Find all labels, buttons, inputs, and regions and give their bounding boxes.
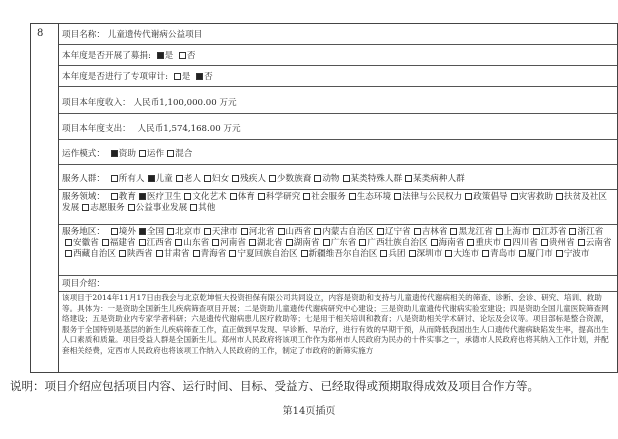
service-field-option[interactable]	[227, 192, 255, 202]
service-region-checkbox[interactable]	[139, 228, 146, 235]
beneficiaries-options	[108, 174, 465, 184]
service-region-option-label: 宁夏回族自治区	[237, 249, 298, 259]
operation-mode-option[interactable]	[136, 149, 164, 159]
beneficiary-option[interactable]	[402, 174, 465, 184]
service-field-option-label: 文化艺术	[192, 192, 227, 202]
service-region-option[interactable]	[246, 238, 283, 248]
project-name-label: 项目名称：	[62, 30, 105, 40]
service-region-option[interactable]	[275, 227, 312, 237]
beneficiaries-label: 服务人群：	[62, 174, 105, 184]
service-field-option[interactable]	[391, 192, 462, 202]
operation-mode-label: 运作模式：	[62, 149, 105, 159]
service-region-option-label: 广东省	[330, 238, 357, 248]
service-region-option-label: 重庆市	[475, 238, 502, 248]
operation-mode-option-label: 混合	[175, 149, 193, 159]
service-region-checkbox[interactable]	[193, 250, 200, 257]
special-audit-label: 本年度是否进行了专项审计:	[62, 72, 169, 82]
operation-mode-option[interactable]	[164, 149, 192, 159]
service-field-option-label: 扶贫及社区发展	[62, 192, 608, 213]
special-audit-no-label: 否	[204, 72, 213, 82]
operation-mode-row	[59, 140, 617, 165]
service-region-option[interactable]	[238, 227, 275, 237]
service-region-option-label: 江苏省	[540, 227, 567, 237]
service-field-option-label: 政策倡导	[473, 192, 508, 202]
beneficiary-option-label: 儿童	[155, 174, 173, 184]
service-region-option[interactable]	[99, 238, 136, 248]
service-field-option[interactable]	[136, 192, 181, 202]
service-region-checkbox[interactable]	[323, 239, 330, 246]
service-region-option[interactable]	[447, 227, 492, 237]
service-region-checkbox[interactable]	[286, 239, 293, 246]
service-region-option-label: 湖北省	[256, 238, 283, 248]
income-value: 人民币1,100,000.00 万元	[133, 98, 237, 108]
service-field-option-label: 体育	[237, 192, 255, 202]
beneficiary-option-label: 老人	[183, 174, 201, 184]
service-region-option[interactable]	[108, 227, 136, 237]
service-region-option-label: 湖南省	[293, 238, 320, 248]
service-region-checkbox[interactable]	[204, 228, 211, 235]
service-region-option[interactable]	[377, 249, 405, 259]
service-region-option[interactable]	[136, 238, 173, 248]
service-region-option-label: 山西省	[285, 227, 312, 237]
service-field-checkbox[interactable]	[82, 204, 89, 211]
service-region-checkbox[interactable]	[519, 250, 526, 257]
service-region-option-label: 内蒙古自治区	[322, 227, 374, 237]
service-region-option-label: 宁波市	[563, 249, 590, 259]
beneficiary-option-label: 动物	[322, 174, 340, 184]
service-field-option[interactable]	[181, 192, 226, 202]
service-field-option[interactable]	[300, 192, 345, 202]
service-region-checkbox[interactable]	[314, 228, 321, 235]
service-field-option[interactable]	[79, 203, 124, 213]
service-regions-label: 服务地区：	[62, 227, 105, 237]
expense-value: 人民币1,574,168.00 万元	[137, 124, 241, 134]
row-number-column	[31, 24, 59, 372]
service-region-option-label: 海南省	[438, 238, 465, 248]
service-field-checkbox[interactable]	[511, 193, 518, 200]
service-field-option-label: 生态环境	[356, 192, 392, 202]
service-region-checkbox[interactable]	[241, 228, 248, 235]
service-region-option[interactable]	[553, 249, 590, 259]
service-field-checkbox[interactable]	[139, 193, 146, 200]
service-region-checkbox[interactable]	[482, 250, 489, 257]
service-field-option-label: 科学研究	[265, 192, 301, 202]
beneficiary-checkbox[interactable]	[269, 175, 276, 182]
service-fields-row	[59, 190, 617, 225]
service-region-option-label: 西藏自治区	[73, 249, 116, 259]
service-region-option-label: 安徽省	[73, 238, 99, 248]
service-region-option-label: 青岛市	[490, 249, 516, 259]
special-audit-yes-checkbox[interactable]	[174, 73, 181, 80]
beneficiary-option-label: 少数族裔	[276, 174, 312, 184]
special-audit-no-checkbox[interactable]	[196, 73, 203, 80]
service-region-option-label: 云南省	[585, 238, 612, 248]
service-region-option[interactable]	[153, 249, 190, 259]
service-region-option-label: 浙江省	[577, 227, 604, 237]
service-region-option-label: 辽宁省	[384, 227, 411, 237]
service-region-checkbox[interactable]	[496, 228, 503, 235]
project-name-value: 儿童遗传代谢病公益项目	[107, 30, 203, 40]
service-field-option-label: 法律与公民权力	[402, 192, 463, 202]
service-field-option-label: 其他	[198, 203, 216, 213]
service-region-option-label: 北京市	[175, 227, 201, 237]
beneficiary-checkbox[interactable]	[176, 175, 183, 182]
beneficiary-option[interactable]	[108, 174, 145, 184]
service-region-checkbox[interactable]	[359, 239, 366, 246]
service-region-checkbox[interactable]	[414, 228, 421, 235]
beneficiary-option[interactable]	[266, 174, 311, 184]
service-region-option[interactable]	[62, 238, 99, 248]
service-field-option-label: 医疗卫生	[146, 192, 182, 202]
row-number: 8	[37, 28, 44, 39]
service-field-option[interactable]	[346, 192, 391, 202]
service-field-checkbox[interactable]	[184, 193, 191, 200]
service-field-option[interactable]	[508, 192, 553, 202]
service-region-option-label: 福建省	[109, 238, 136, 248]
service-region-option[interactable]	[320, 238, 357, 248]
service-region-option[interactable]	[516, 249, 553, 259]
fundraising-yes-label: 是	[164, 51, 174, 61]
service-region-option[interactable]	[190, 249, 227, 259]
service-region-option-label: 贵州省	[548, 238, 575, 248]
service-region-option-label: 兵团	[388, 249, 406, 259]
service-region-checkbox[interactable]	[175, 239, 182, 246]
service-region-option[interactable]	[172, 238, 209, 248]
service-region-checkbox[interactable]	[156, 250, 163, 257]
service-region-checkbox[interactable]	[556, 250, 563, 257]
service-region-option-label: 河北省	[248, 227, 275, 237]
service-region-option-label: 吉林省	[421, 227, 448, 237]
fundraising-yes-checkbox[interactable]	[157, 52, 164, 59]
service-region-checkbox[interactable]	[212, 239, 219, 246]
service-region-checkbox[interactable]	[111, 228, 118, 235]
service-region-checkbox[interactable]	[167, 228, 174, 235]
beneficiary-checkbox[interactable]	[148, 175, 155, 182]
beneficiary-option-label: 所有人	[118, 174, 145, 184]
service-region-option[interactable]	[501, 238, 538, 248]
service-region-option[interactable]	[298, 249, 378, 259]
service-region-option[interactable]	[428, 238, 465, 248]
intro-label: 项目介绍：	[62, 279, 105, 289]
fundraising-label: 本年度是否开展了募捐:	[62, 51, 151, 61]
service-region-option[interactable]	[283, 238, 320, 248]
beneficiary-option[interactable]	[173, 174, 201, 184]
service-field-checkbox[interactable]	[349, 193, 356, 200]
beneficiaries-row	[59, 165, 617, 190]
service-region-option[interactable]	[538, 238, 575, 248]
service-region-checkbox[interactable]	[445, 250, 452, 257]
service-region-checkbox[interactable]	[409, 250, 416, 257]
beneficiary-option-label: 妇女	[211, 174, 230, 184]
income-row	[59, 87, 617, 114]
service-region-option[interactable]	[136, 227, 164, 237]
service-region-option[interactable]	[411, 227, 448, 237]
service-region-option-label: 厦门市	[526, 249, 553, 259]
service-region-option[interactable]	[374, 227, 411, 237]
service-region-option[interactable]	[226, 249, 297, 259]
service-region-checkbox[interactable]	[119, 250, 126, 257]
service-field-option[interactable]	[125, 203, 188, 213]
service-region-checkbox[interactable]	[249, 239, 256, 246]
service-field-option-label: 社会服务	[311, 192, 346, 202]
service-region-option-label: 深圳市	[416, 249, 443, 259]
service-region-option-label: 黑龙江省	[458, 227, 493, 237]
fundraising-no-checkbox[interactable]	[179, 52, 186, 59]
beneficiary-option[interactable]	[145, 174, 173, 184]
service-region-option-label: 四川省	[512, 238, 538, 248]
service-region-option[interactable]	[201, 227, 238, 237]
expense-row	[59, 114, 617, 140]
service-region-checkbox[interactable]	[578, 239, 585, 246]
service-field-checkbox[interactable]	[128, 204, 135, 211]
service-region-checkbox[interactable]	[278, 228, 285, 235]
service-region-option[interactable]	[575, 238, 612, 248]
service-field-checkbox[interactable]	[465, 193, 472, 200]
operation-mode-option-label: 运作	[146, 149, 165, 159]
service-field-checkbox[interactable]	[111, 193, 118, 200]
beneficiary-checkbox[interactable]	[111, 175, 118, 182]
service-field-checkbox[interactable]	[190, 204, 197, 211]
beneficiary-checkbox[interactable]	[314, 175, 321, 182]
fundraising-no-label: 否	[186, 51, 196, 61]
operation-mode-checkbox[interactable]	[167, 150, 174, 157]
service-field-option-label: 灾害救助	[518, 192, 554, 202]
service-region-option-label: 陕西省	[126, 249, 153, 259]
service-region-option-label: 山东省	[183, 238, 210, 248]
beneficiary-option[interactable]	[340, 174, 403, 184]
service-region-checkbox[interactable]	[102, 239, 109, 246]
service-fields-label: 服务领域：	[62, 192, 105, 202]
beneficiary-checkbox[interactable]	[204, 175, 211, 182]
service-field-checkbox[interactable]	[556, 193, 563, 200]
special-audit-yes-label: 是	[181, 72, 191, 82]
service-field-option[interactable]	[255, 192, 300, 202]
service-region-checkbox[interactable]	[467, 239, 474, 246]
service-field-option-label: 教育	[118, 192, 136, 202]
beneficiary-option[interactable]	[201, 174, 229, 184]
service-region-option[interactable]	[116, 249, 153, 259]
beneficiary-option[interactable]	[311, 174, 339, 184]
service-region-checkbox[interactable]	[569, 228, 576, 235]
service-region-checkbox[interactable]	[533, 228, 540, 235]
service-region-checkbox[interactable]	[541, 239, 548, 246]
beneficiary-checkbox[interactable]	[405, 175, 412, 182]
service-region-option[interactable]	[566, 227, 603, 237]
service-field-option-label: 公益事业发展	[135, 203, 188, 213]
service-region-checkbox[interactable]	[431, 239, 438, 246]
service-region-checkbox[interactable]	[65, 239, 72, 246]
service-region-option-label: 大连市	[453, 249, 480, 259]
service-region-checkbox[interactable]	[450, 228, 457, 235]
note-text: 说明：项目介绍应包括项目内容、运行时间、目标、受益方、已经取得或预期取得成效及项目合作方等。	[10, 379, 539, 393]
service-region-option-label: 江西省	[146, 238, 173, 248]
service-region-option[interactable]	[464, 238, 501, 248]
service-region-option-label: 全国	[146, 227, 165, 237]
service-field-checkbox[interactable]	[230, 193, 237, 200]
beneficiary-checkbox[interactable]	[343, 175, 350, 182]
operation-mode-option[interactable]	[108, 149, 136, 159]
operation-mode-options	[108, 149, 193, 159]
service-field-option-label: 志愿服务	[90, 203, 125, 213]
service-region-checkbox[interactable]	[65, 250, 72, 257]
project-name-row	[59, 24, 617, 45]
service-region-option-label: 境外	[118, 227, 136, 237]
beneficiary-option-label: 某类特殊人群	[350, 174, 403, 184]
service-region-checkbox[interactable]	[380, 250, 387, 257]
service-region-option[interactable]	[311, 227, 374, 237]
service-field-checkbox[interactable]	[303, 193, 310, 200]
service-region-option[interactable]	[530, 227, 567, 237]
beneficiary-option[interactable]	[229, 174, 266, 184]
operation-mode-checkbox[interactable]	[139, 150, 146, 157]
service-regions-options	[62, 227, 612, 259]
service-region-option-label: 广西壮族自治区	[367, 238, 428, 248]
service-region-option[interactable]	[164, 227, 201, 237]
special-audit-row	[59, 66, 617, 87]
service-region-option-label: 新疆维吾尔自治区	[308, 249, 378, 259]
service-region-option[interactable]	[356, 238, 427, 248]
service-regions-row	[59, 225, 617, 276]
service-region-checkbox[interactable]	[377, 228, 384, 235]
service-region-option-label: 上海市	[503, 227, 530, 237]
project-table	[30, 23, 618, 373]
fundraising-row	[59, 45, 617, 66]
service-region-checkbox[interactable]	[301, 250, 308, 257]
service-field-checkbox[interactable]	[258, 193, 265, 200]
service-region-option[interactable]	[62, 249, 116, 259]
service-field-checkbox[interactable]	[394, 193, 401, 200]
expense-label: 项目本年度支出：	[62, 124, 131, 134]
intro-text: 该项目于2014年11月17日由我会与北京乾坤恒大投资担保有限公司共同设立，内容是资助和支持与儿童遗传代谢病相关的筛查、诊断、会诊、研究、培训、救助等。具体为：一是资助全国新生儿疾病筛查项目开展；二是资助儿童遗传代谢病研究中心建设；三是资助儿童遗传代谢病实验室建设；四是资助全国儿童医院筛查网络建设；五是资助业内专家学者科研；六是遗传代谢病患儿医疗救助等；七是用于相关培训和教育；八是资助相关学术研讨、论坛及会议等。项目部标是整合资源，服务于全国特别是基层的新生儿疾病筛查工作，直正做到早发现、早诊断、早治疗，进行有效的早期干预，从而降低我国出生人口遗传代谢病缺陷发生率，提高出生人口素质和质量。项目受益人群是全国新生儿。郑州市人民政府将该项工作作为郑州市人民政府为民办的十件实事之一，承德市人民政府也将其纳入工作计划，并配套相关经费，定西市人民政府也将该项工作纳入人民政府的工作，制定了市政府的新筛实施方	[62, 293, 609, 355]
service-region-option-label: 青海省	[200, 249, 227, 259]
page-footer: 第14页插页	[282, 406, 336, 417]
beneficiary-option-label: 残疾人	[240, 174, 266, 184]
service-region-option-label: 天津市	[211, 227, 238, 237]
beneficiary-option-label: 某类病种人群	[413, 174, 465, 184]
service-fields-options	[62, 192, 607, 213]
service-region-option[interactable]	[493, 227, 530, 237]
service-region-option-label: 河南省	[220, 238, 246, 248]
beneficiary-checkbox[interactable]	[232, 175, 239, 182]
service-region-checkbox[interactable]	[229, 250, 236, 257]
intro-label-row	[59, 276, 617, 292]
service-field-option[interactable]	[187, 203, 215, 213]
service-region-checkbox[interactable]	[504, 239, 511, 246]
service-region-option[interactable]	[442, 249, 479, 259]
service-region-checkbox[interactable]	[139, 239, 146, 246]
operation-mode-option-label: 资助	[118, 149, 136, 159]
service-field-option[interactable]	[462, 192, 507, 202]
service-region-option[interactable]	[479, 249, 516, 259]
service-field-option[interactable]	[108, 192, 136, 202]
operation-mode-checkbox[interactable]	[111, 150, 118, 157]
income-label: 项目本年度收入：	[62, 98, 131, 108]
service-region-option[interactable]	[209, 238, 246, 248]
service-region-option[interactable]	[406, 249, 443, 259]
service-region-option-label: 甘肃省	[163, 249, 190, 259]
